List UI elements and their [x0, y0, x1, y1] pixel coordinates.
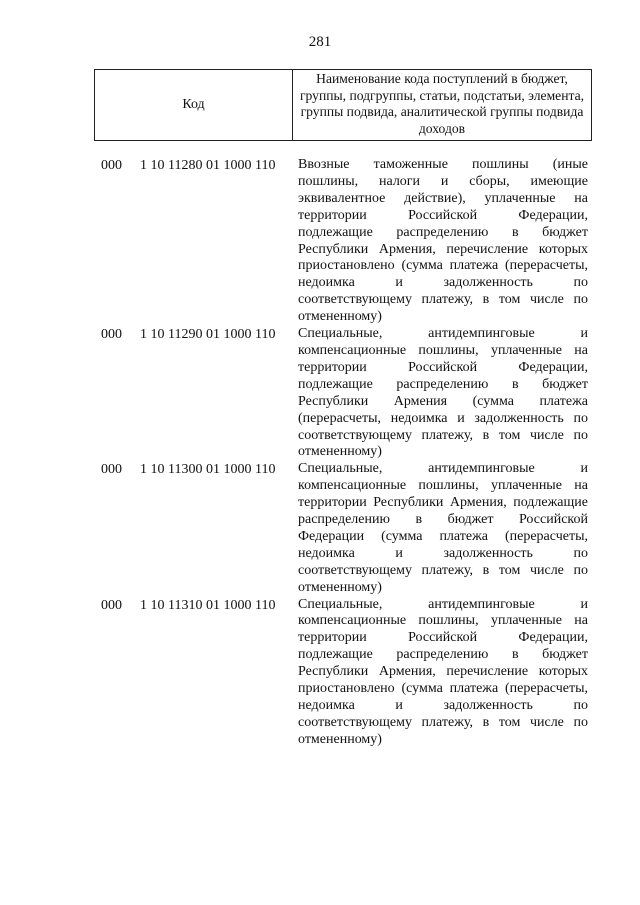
income-code: 1 10 11310 01 1000 110 — [140, 597, 276, 613]
income-description: Специальные, антидемпинговые и компенсационные пошлины, уплаченные на территории Российской Федерации, подлежащие распределению в бюджет Республики Армения (сумма платежа (перерасчеты, недоимка и задолженность по соответствующему платежу, в том числе по отмененному) — [298, 326, 588, 460]
header-code-cell: Код — [95, 70, 293, 140]
income-description: Ввозные таможенные пошлины (иные пошлины, налоги и сборы, имеющие эквивалентное действие), уплаченные на территории Российской Федерации, подлежащие распределению в бюджет Республики Армения, перечисление которых приостановлено (сумма платежа (перерасчеты, недоимка и задолженность по соответствующему платежу, в том числе по отмененному) — [298, 157, 588, 325]
admin-code: 000 — [101, 327, 122, 343]
table-row — [0, 461, 640, 596]
admin-code: 000 — [101, 158, 122, 173]
income-description: Специальные, антидемпинговые и компенсационные пошлины, уплаченные на территории Республики Армения, подлежащие распределению в бюджет Российской Федерации (сумма платежа (перерасчеты, недоимка и задолженность по соответствующему платежу, в том числе по отмененному) — [298, 461, 588, 595]
table-row — [0, 326, 640, 461]
page-number: 281 — [308, 34, 332, 50]
table-body — [0, 157, 640, 749]
income-code: 1 10 11290 01 1000 110 — [140, 327, 276, 343]
admin-code: 000 — [101, 597, 122, 613]
admin-code: 000 — [101, 462, 122, 478]
table-row — [0, 597, 640, 749]
income-description: Специальные, антидемпинговые и компенсационные пошлины, уплаченные на территории Российской Федерации, подлежащие распределению в бюджет Республики Армения, перечисление которых приостановлено (сумма платежа (перерасчеты, недоимка и задолженность по соответствующему платежу, в том числе по отмененному) — [298, 596, 588, 747]
table-row — [0, 157, 640, 326]
table-header — [94, 69, 592, 141]
income-code: 1 10 11280 01 1000 110 — [140, 158, 276, 173]
income-code: 1 10 11300 01 1000 110 — [140, 462, 276, 478]
header-name-cell: Наименование кода поступлений в бюджет, группы, подгруппы, статьи, подстатьи, элемента, группы подвида, аналитической группы подвида доходов — [299, 71, 585, 136]
